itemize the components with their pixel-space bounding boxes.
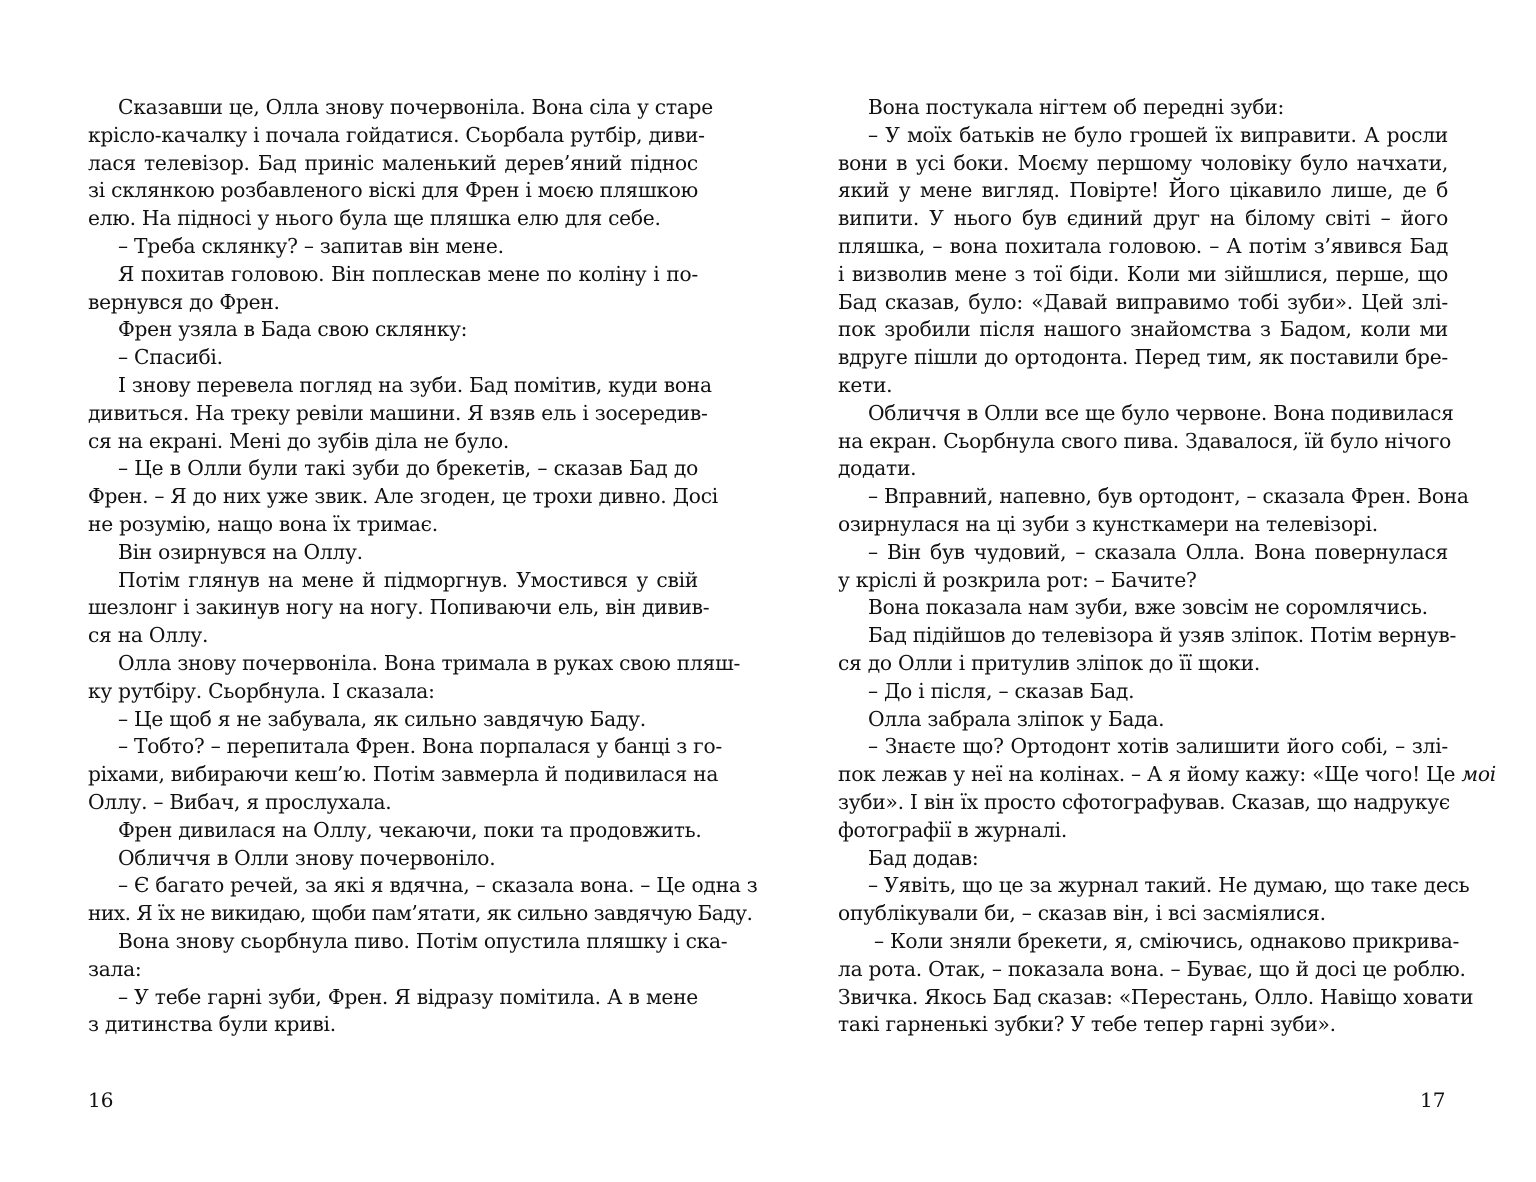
- text-line: Вона постукала нігтем об передні зуби:: [868, 95, 1285, 119]
- text-line: Обличчя в Олли знову почервоніло.: [118, 845, 496, 870]
- text-line-roman: пок лежав у неї на колінах. – А я йому кажу: «Ще чого! Це: [838, 762, 1462, 787]
- text-line: лася телевізор. Бад приніс маленький дерев’яний піднос: [88, 150, 698, 175]
- text-line-italic: моі: [1461, 762, 1496, 787]
- text-line: пляшка, – вона похитала головою. – А потім з’явився Бад: [838, 233, 1448, 258]
- text-line: Френ узяла в Бада свою склянку:: [118, 317, 468, 342]
- text-line: у кріслі й розкрила рот: – Бачите?: [838, 567, 1197, 592]
- text-line: – Це в Олли були такі зуби до брекетів, – сказав Бад до: [118, 456, 698, 481]
- text-line: пок зробили після нашого знайомства з Бадом, коли ми: [838, 317, 1448, 342]
- text-line: який у мене вигляд. Повірте! Його цікавило лише, де б: [838, 178, 1448, 203]
- text-line: такі гарненькі зубки? У тебе тепер гарні зуби».: [838, 1012, 1336, 1037]
- text-line: опублікували би, – сказав він, і всі засміялися.: [838, 901, 1326, 926]
- text-line: ся на екрані. Мені до зубів діла не було.: [88, 428, 510, 453]
- text-line: Бад додав:: [868, 845, 979, 870]
- text-line: елю. На підносі у нього була ще пляшка елю для себе.: [88, 206, 661, 231]
- text-line: зі склянкою розбавленого віскі для Френ і моєю пляшкою: [88, 178, 698, 203]
- text-line: кети.: [838, 372, 893, 397]
- text-line: І знову перевела погляд на зуби. Бад помітив, куди вона: [118, 372, 712, 397]
- text-line: Олла знову почервоніла. Вона тримала в руках свою пляш-: [118, 650, 741, 675]
- text-line: – Уявіть, що це за журнал такий. Не думаю, що таке десь: [868, 873, 1470, 898]
- text-line: вернувся до Френ.: [88, 289, 280, 314]
- text-line: Олла забрала зліпок у Бада.: [868, 706, 1165, 731]
- text-line: – У моїх батьків не було грошей їх виправити. А росли: [868, 122, 1448, 147]
- text-line: Вона знову сьорбнула пиво. Потім опустила пляшку і ска-: [118, 928, 728, 953]
- text-line: Бад підійшов до телевізора й узяв зліпок. Потім вернув-: [868, 623, 1457, 648]
- text-line: випити. У нього був єдиний друг на білому світі – його: [838, 206, 1448, 231]
- text-line: шезлонг і закинув ногу на ногу. Попиваючи ель, він дивив-: [88, 595, 710, 620]
- text-line: фотографії в журналі.: [838, 817, 1068, 842]
- text-line: Френ дивилася на Оллу, чекаючи, поки та продовжить.: [118, 817, 702, 842]
- text-line: Він озирнувся на Оллу.: [118, 539, 363, 564]
- text-line: – До і після, – сказав Бад.: [868, 678, 1135, 703]
- text-line: ріхами, вибираючи кеш’ю. Потім завмерла й подивилася на: [88, 762, 719, 787]
- text-line: зуби». І він їх просто сфотографував. Сказав, що надрукує: [838, 789, 1450, 814]
- text-line: зала:: [88, 956, 142, 981]
- text-line: – Вправний, напевно, був ортодонт, – сказала Френ. Вона: [868, 484, 1469, 509]
- text-line: Звичка. Якось Бад сказав: «Перестань, Олло. Навіщо ховати: [838, 984, 1474, 1009]
- text-line: [838, 761, 1496, 789]
- left-page-text: [88, 94, 758, 1039]
- text-line: на екран. Сьорбнула свого пива. Здавалося, їй було нічого: [838, 428, 1452, 453]
- text-line: – Він був чудовий, – сказала Олла. Вона повернулася: [868, 539, 1448, 564]
- text-line: Френ. – Я до них уже звик. Але згоден, це трохи дивно. Досі: [88, 484, 718, 509]
- text-line: озирнулася на ці зуби з кунсткамери на телевізорі.: [838, 511, 1378, 536]
- text-line: – Коли зняли брекети, я, сміючись, однаково прикрива-: [874, 928, 1460, 953]
- text-line: вони в усі боки. Моєму першому чоловіку було начхати,: [838, 150, 1448, 175]
- text-line: – У тебе гарні зуби, Френ. Я відразу помітила. А в мене: [118, 984, 698, 1009]
- text-line: додати.: [838, 456, 917, 481]
- text-line: – Тобто? – перепитала Френ. Вона порпалася у банці з го-: [118, 734, 722, 759]
- text-line: Я похитав головою. Він поплескав мене по коліну і по-: [118, 261, 698, 286]
- text-line: вдруге пішли до ортодонта. Перед тим, як поставили бре-: [838, 345, 1448, 370]
- text-line: – Є багато речей, за які я вдячна, – сказала вона. – Це одна з: [118, 873, 758, 898]
- text-line: не розумію, нащо вона їх тримає.: [88, 511, 438, 536]
- text-line: ся до Олли і притулив зліпок до її щоки.: [838, 650, 1261, 675]
- text-line: Обличчя в Олли все ще було червоне. Вона подивилася: [868, 400, 1454, 425]
- text-line: з дитинства були криві.: [88, 1012, 336, 1037]
- text-line: ся на Оллу.: [88, 623, 209, 648]
- text-line: Бад сказав, було: «Давай виправимо тобі зуби». Цей злі-: [838, 289, 1448, 314]
- text-line: ку рутбіру. Сьорбнула. І сказала:: [88, 678, 435, 703]
- page-number-right: 17: [1420, 1088, 1446, 1112]
- text-line: Сказавши це, Олла знову почервоніла. Вона сіла у старе: [118, 95, 713, 119]
- text-line: ла рота. Отак, – показала вона. – Буває, що й досі це роблю.: [838, 956, 1466, 981]
- text-line: – Спасибі.: [118, 345, 223, 370]
- text-line: – Це щоб я не забувала, як сильно завдячую Баду.: [118, 706, 646, 731]
- right-page-text: [838, 94, 1496, 1039]
- text-line: і визволив мене з тої біди. Коли ми зійшлися, перше, що: [838, 261, 1448, 286]
- text-line: Вона показала нам зуби, вже зовсім не соромлячись.: [868, 595, 1428, 620]
- text-line: – Знаєте що? Ортодонт хотів залишити його собі, – злі-: [868, 734, 1448, 759]
- text-line: Потім глянув на мене й підморгнув. Умостився у свій: [118, 567, 698, 592]
- text-line: дивиться. На треку ревіли машини. Я взяв ель і зосередив-: [88, 400, 708, 425]
- text-line: них. Я їх не викидаю, щоби пам’ятати, як сильно завдячую Баду.: [88, 901, 753, 926]
- page-number-left: 16: [88, 1088, 114, 1112]
- text-line: Оллу. – Вибач, я прослухала.: [88, 789, 392, 814]
- text-line: крісло-качалку і почала гойдатися. Сьорбала рутбір, диви-: [88, 122, 705, 147]
- text-line: – Треба склянку? – запитав він мене.: [118, 233, 504, 258]
